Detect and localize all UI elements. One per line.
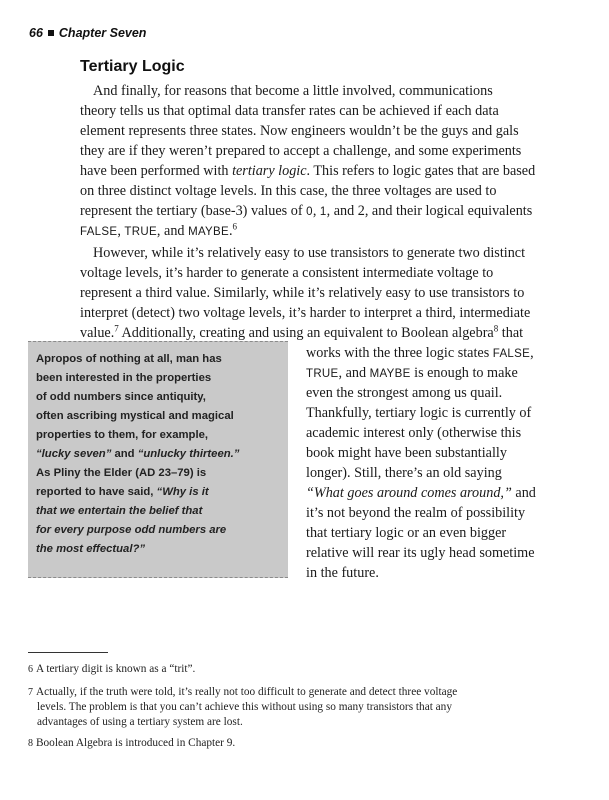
paragraph-line: represent a third value. Similarly, while it’s relatively easy to use transistors to <box>80 285 525 301</box>
footnote-divider <box>28 652 108 653</box>
footnote-7: 7 Actually, if the truth were told, it’s really not too difficult to generate and detect three voltage <box>28 686 458 698</box>
paragraph-line: FALSE, TRUE, and MAYBE.$^6$ <box>80 221 238 239</box>
page-number: 66 <box>29 26 43 40</box>
paragraph-line: in the future. <box>306 565 379 581</box>
paragraph-line: on three distinct voltage levels. In this case, the three voltages are used to <box>80 183 497 199</box>
section-title: Tertiary Logic <box>80 58 185 75</box>
chapter-title: Chapter Seven <box>58 26 147 40</box>
sidebar-line: for every purpose odd numbers are <box>36 524 227 536</box>
paragraph-line: book might have been substantially <box>306 445 507 461</box>
sidebar-line: often ascribing mystical and magical <box>36 410 234 422</box>
footnote-8: 8 Boolean Algebra is introduced in Chapter 9. <box>28 737 236 749</box>
paragraph-line: academic interest only (otherwise this <box>306 425 522 441</box>
footnote-marker: 8 <box>28 738 33 749</box>
running-header <box>29 26 146 40</box>
paragraph-line: value.$^7$ Additionally, creating and using an equivalent to Boolean algebra$^8$ that <box>80 323 524 341</box>
footnote-marker: 7 <box>28 687 33 698</box>
paragraph-line: even the strongest among us quail. <box>306 385 503 401</box>
paragraph-line: element represents three states. Now engineers wouldn’t be the guys and gals <box>80 123 519 139</box>
paragraph-line: interpret (detect) two voltage levels, it’s harder to interpret a third, intermediate <box>80 305 531 321</box>
sidebar-line: properties to them, for example, <box>36 429 209 441</box>
sidebar-line: “lucky seven” and “unlucky thirteen.” <box>36 448 240 460</box>
square-bullet-icon <box>48 30 54 36</box>
paragraph-line: relative will rear its ugly head sometime <box>306 545 535 561</box>
sidebar-box <box>28 341 288 578</box>
footnote-ref[interactable]: 6 <box>232 221 238 232</box>
footnote-7-line: levels. The problem is that you can’t achieve this without using so many transistors that any <box>37 701 452 713</box>
footnote-6: 6 A tertiary digit is known as a “trit”. <box>28 663 196 675</box>
sidebar-line: of odd numbers since antiquity, <box>36 391 206 403</box>
paragraph-line: represent the tertiary (base-3) values of 0, 1, and 2, and their logical equivalents <box>80 203 533 219</box>
paragraph-line: have been performed with tertiary logic. This refers to logic gates that are based <box>80 163 536 179</box>
footnote-marker: 6 <box>28 664 33 675</box>
footnote-7-line: advantages of using a tertiary system are lost. <box>37 716 243 728</box>
paragraph-line: that tertiary logic or an even bigger <box>306 525 507 541</box>
footnote-ref[interactable]: 7 <box>114 323 119 334</box>
sidebar-line: As Pliny the Elder (AD 23–79) is <box>36 467 207 479</box>
sidebar-line: that we entertain the belief that <box>36 505 203 517</box>
paragraph-line: TRUE, and MAYBE is enough to make <box>306 365 518 381</box>
paragraph-line: However, while it’s relatively easy to use transistors to generate two distinct <box>93 245 526 261</box>
sidebar-line: Apropos of nothing at all, man has <box>36 353 222 365</box>
sidebar-line: the most effectual?” <box>36 543 146 555</box>
paragraph-line: they are if they weren’t prepared to accept a challenge, and some experiments <box>80 143 522 159</box>
sidebar-line: reported to have said, “Why is it <box>36 486 209 498</box>
paragraph-line: it’s not beyond the realm of possibility <box>306 505 526 521</box>
footnote-ref[interactable]: 8 <box>493 323 499 334</box>
paragraph-line: And finally, for reasons that become a little involved, communications <box>93 83 493 99</box>
emphasis-term: tertiary logic <box>232 163 307 179</box>
paragraph-line: works with the three logic states FALSE, <box>306 345 534 361</box>
paragraph-line: voltage levels, it’s harder to generate a consistent intermediate voltage to <box>80 265 494 281</box>
sidebar-line: been interested in the properties <box>36 372 212 384</box>
paragraph-line: Thankfully, tertiary logic is currently of <box>306 405 532 421</box>
paragraph-line: “What goes around comes around,” and <box>306 485 536 501</box>
paragraph-line: theory tells us that optimal data transfer rates can be achieved if each data <box>80 103 499 119</box>
paragraph-line: longer). Still, there’s an old saying <box>306 465 502 481</box>
